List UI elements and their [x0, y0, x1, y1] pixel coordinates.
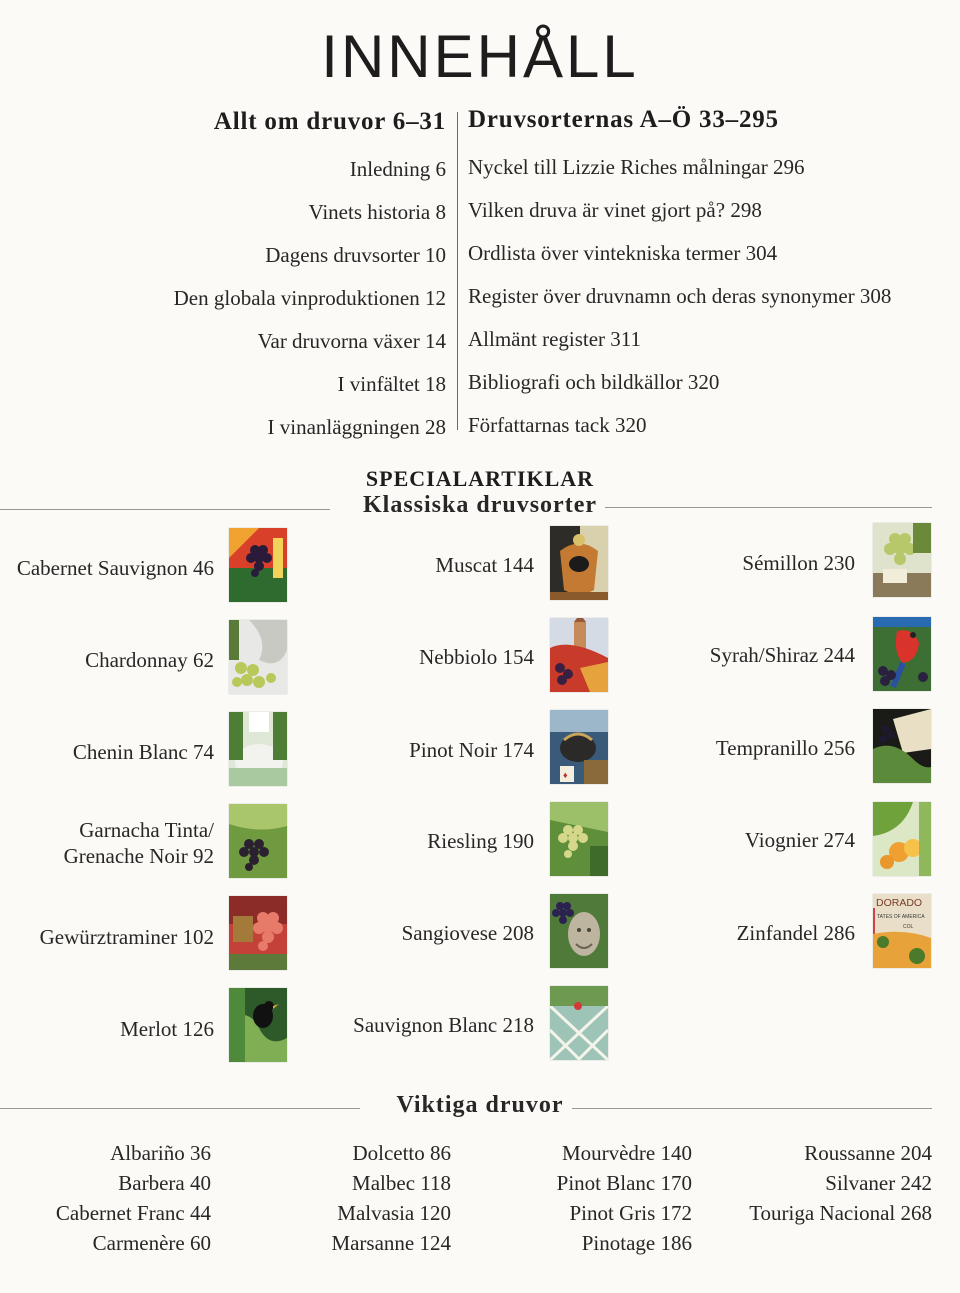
grape-link[interactable]: Roussanne 204 [804, 1141, 932, 1165]
grape-link-muscat[interactable]: Muscat 144 [435, 553, 534, 577]
classic-grapes-heading: Klassiska druvsorter [355, 492, 605, 518]
toc-item[interactable]: Vilken druva är vinet gjort på? 298 [468, 198, 762, 222]
toc-item[interactable]: I vinanläggningen 28 [267, 415, 446, 439]
pinot-noir-thumbnail[interactable] [550, 710, 608, 784]
important-grapes-col-3 [500, 1138, 692, 1258]
grape-link-pinot-noir[interactable]: Pinot Noir 174 [409, 738, 534, 762]
zinfandel-thumb-text-1: DORADO [876, 897, 923, 909]
grape-link[interactable]: Mourvèdre 140 [561, 1141, 692, 1165]
important-grapes-heading: Viktiga druvor [388, 1092, 571, 1118]
gewurztraminer-thumbnail[interactable] [229, 896, 287, 970]
chenin-blanc-thumbnail[interactable] [229, 712, 287, 786]
toc-item[interactable]: Allmänt register 311 [468, 327, 642, 351]
grape-link-syrah-shiraz[interactable]: Syrah/Shiraz 244 [709, 643, 855, 667]
grape-link-sangiovese[interactable]: Sangiovese 208 [401, 921, 534, 945]
muscat-thumbnail[interactable] [550, 526, 608, 600]
grape-link[interactable]: Pinot Blanc 170 [556, 1171, 692, 1195]
grape-link-riesling[interactable]: Riesling 190 [427, 829, 534, 853]
toc-item[interactable]: Register över druvnamn och deras synonymer 308 [468, 284, 892, 308]
important-grapes-col-4 [720, 1138, 932, 1228]
toc-item[interactable]: I vinfältet 18 [337, 372, 446, 396]
toc-item[interactable]: Ordlista över vintekniska termer 304 [468, 241, 778, 265]
grape-link[interactable]: Barbera 40 [118, 1171, 211, 1195]
grape-link-grenache-noir[interactable]: Grenache Noir 92 [63, 844, 214, 868]
grape-link-viognier[interactable]: Viognier 274 [744, 828, 855, 852]
viognier-thumbnail[interactable] [873, 802, 931, 876]
classic-grapes-heading-row [0, 492, 960, 522]
svg-text:♦: ♦ [563, 770, 568, 780]
grape-link-cabernet-sauvignon[interactable]: Cabernet Sauvignon 46 [16, 556, 214, 580]
page-title: INNEHÅLL [321, 23, 639, 90]
nebbiolo-thumbnail[interactable] [550, 618, 608, 692]
grape-link[interactable]: Pinotage 186 [581, 1231, 692, 1255]
cabernet-sauvignon-thumbnail[interactable] [229, 528, 287, 602]
grape-link[interactable]: Marsanne 124 [331, 1231, 451, 1255]
toc-item[interactable]: Bibliografi och bildkällor 320 [468, 370, 720, 394]
grape-link[interactable]: Cabernet Franc 44 [55, 1201, 211, 1225]
tempranillo-thumbnail[interactable] [873, 709, 931, 783]
chardonnay-thumbnail[interactable] [229, 620, 287, 694]
important-grapes-heading-row [0, 1092, 960, 1126]
column-divider [457, 112, 458, 430]
toc-left-column [100, 100, 446, 449]
important-grapes-col-1 [20, 1138, 211, 1258]
grape-link-chardonnay[interactable]: Chardonnay 62 [85, 648, 214, 672]
grape-link-semillon[interactable]: Sémillon 230 [742, 551, 855, 575]
sangiovese-thumbnail[interactable] [550, 894, 608, 968]
grape-link-garnacha-tinta[interactable]: Garnacha Tinta/ [79, 818, 214, 842]
grape-link[interactable]: Albariño 36 [110, 1141, 211, 1165]
toc-left-heading[interactable]: Allt om druvor 6–31 [213, 108, 446, 135]
zinfandel-thumb-text-2: TATES OF AMERICA [877, 914, 925, 920]
grape-link-nebbiolo[interactable]: Nebbiolo 154 [419, 645, 534, 669]
grape-link-merlot[interactable]: Merlot 126 [120, 1017, 214, 1041]
semillon-thumbnail[interactable] [873, 523, 931, 597]
riesling-thumbnail[interactable] [550, 802, 608, 876]
toc-item[interactable]: Dagens druvsorter 10 [265, 243, 446, 267]
sauvignon-blanc-thumbnail[interactable] [550, 986, 608, 1060]
toc-right-heading[interactable]: Druvsorternas A–Ö 33–295 [468, 106, 779, 133]
grape-link[interactable]: Malvasia 120 [337, 1201, 451, 1225]
grape-link[interactable]: Carmenère 60 [92, 1231, 211, 1255]
grape-link[interactable]: Malbec 118 [352, 1171, 451, 1195]
grape-link-tempranillo[interactable]: Tempranillo 256 [715, 736, 855, 760]
grape-link[interactable]: Dolcetto 86 [352, 1141, 451, 1165]
important-grapes-col-2 [260, 1138, 451, 1258]
toc-item[interactable]: Författarnas tack 320 [468, 413, 647, 437]
special-articles-heading: SPECIALARTIKLAR [365, 466, 595, 491]
grape-link[interactable]: Touriga Nacional 268 [749, 1201, 932, 1225]
grape-link-chenin-blanc[interactable]: Chenin Blanc 74 [72, 740, 214, 764]
syrah-shiraz-thumbnail[interactable] [873, 617, 931, 691]
toc-item[interactable]: Nyckel till Lizzie Riches målningar 296 [468, 155, 805, 179]
grape-link[interactable]: Silvaner 242 [825, 1171, 932, 1195]
toc-item[interactable]: Var druvorna växer 14 [257, 329, 446, 353]
toc-item[interactable]: Den globala vinproduktionen 12 [173, 286, 446, 310]
grape-link-zinfandel[interactable]: Zinfandel 286 [736, 921, 855, 945]
zinfandel-thumb-text-3: COL [903, 924, 914, 930]
classic-grapes-grid [0, 525, 960, 1085]
grape-link-gewurztraminer[interactable]: Gewürztraminer 102 [39, 925, 214, 949]
toc-item[interactable]: Inledning 6 [349, 157, 446, 181]
grape-link[interactable]: Pinot Gris 172 [569, 1201, 692, 1225]
garnacha-thumbnail[interactable] [229, 804, 287, 878]
grape-link-sauvignon-blanc[interactable]: Sauvignon Blanc 218 [353, 1013, 534, 1037]
toc-item[interactable]: Vinets historia 8 [308, 200, 446, 224]
toc-right-column [468, 98, 948, 447]
merlot-thumbnail[interactable] [229, 988, 287, 1062]
zinfandel-thumbnail[interactable] [873, 894, 931, 968]
